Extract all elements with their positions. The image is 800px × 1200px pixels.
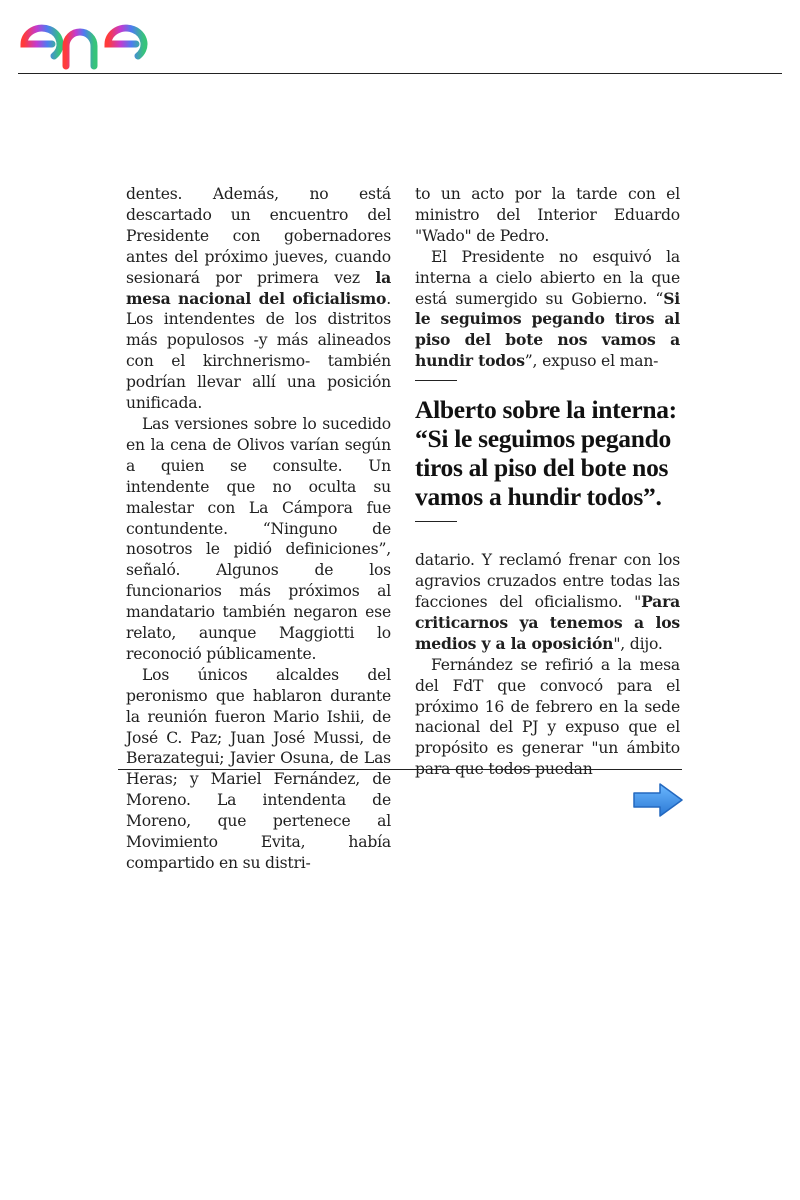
enel-logo xyxy=(18,4,180,70)
article-column-right-bottom xyxy=(415,550,680,780)
bold-text: la mesa nacional del oficialismo xyxy=(126,267,391,308)
article-column-right-top xyxy=(415,184,680,372)
text-run: Fernández se refirió a la mesa del FdT que convocó para el próximo 16 de febrero en la sede nacional del PJ y expuso que el propósito es generar "un ámbito para que todos puedan xyxy=(415,655,680,779)
paragraph xyxy=(126,184,391,414)
bold-text: Si le seguimos pegando tiros al piso del bote nos vamos a hundir todos xyxy=(415,288,680,371)
pull-quote: Alberto sobre la interna: “Si le seguimos pegando tiros al piso del bote nos vamos a hundir todos”. xyxy=(415,395,677,512)
header-divider xyxy=(18,73,782,74)
article-column-right xyxy=(415,184,680,780)
text-run: to un acto por la tarde con el ministro del Interior Eduardo "Wado" de Pedro. xyxy=(415,185,680,245)
text-run: . Los intendentes de los distritos más populosos -y más alineados con el kirchnerismo- también podrían llevar allí una posición unificada. xyxy=(126,289,391,413)
text-run: ”, expuso el man- xyxy=(524,352,659,371)
text-run: Los únicos alcaldes del peronismo que hablaron durante la reunión fueron Mario Ishii, de José C. Paz; Juan José Mussi, de Berazategui; Javier Osuna, de Las Heras; y Mariel Fernández, de Moreno. La intendenta de Moreno, que pertenece al Movimiento Evita, había compartido en su distri- xyxy=(126,665,391,872)
bold-text: Para criticarnos ya tenemos a los medios y a la oposición xyxy=(415,591,680,653)
page-header xyxy=(0,0,800,80)
article-body xyxy=(126,184,682,872)
text-run: datario. Y reclamó frenar con los agravios cruzados entre todas las facciones del oficialismo. " xyxy=(415,551,680,611)
paragraph xyxy=(415,550,680,655)
article-column-left xyxy=(126,184,391,874)
article-bottom-divider xyxy=(118,769,682,770)
arrow-right-icon[interactable] xyxy=(632,782,684,818)
paragraph xyxy=(126,414,391,665)
text-run: El Presidente no esquivó la interna a cielo abierto en la que está sumergido su Gobierno. “ xyxy=(415,247,680,308)
pull-quote-top-rule xyxy=(415,380,457,381)
paragraph xyxy=(415,184,680,247)
text-run: dentes. Además, no está descartado un encuentro del Presidente con gobernadores antes del próximo jueves, cuando sesionará por primera vez xyxy=(126,185,391,287)
paragraph xyxy=(415,655,680,780)
pull-quote-bottom-rule xyxy=(415,521,457,522)
text-run: ", dijo. xyxy=(613,634,663,653)
text-run: Las versiones sobre lo sucedido en la cena de Olivos varían según a quien se consulte. Un intendente que no oculta su malestar con La Cámpora fue contundente. “Ninguno de nosotros le pidió definiciones”, señaló. Algunos de los funcionarios más próximos al mandatario también negaron ese relato, aunque Maggiotti lo reconoció públicamente. xyxy=(126,414,391,663)
paragraph xyxy=(415,247,680,372)
